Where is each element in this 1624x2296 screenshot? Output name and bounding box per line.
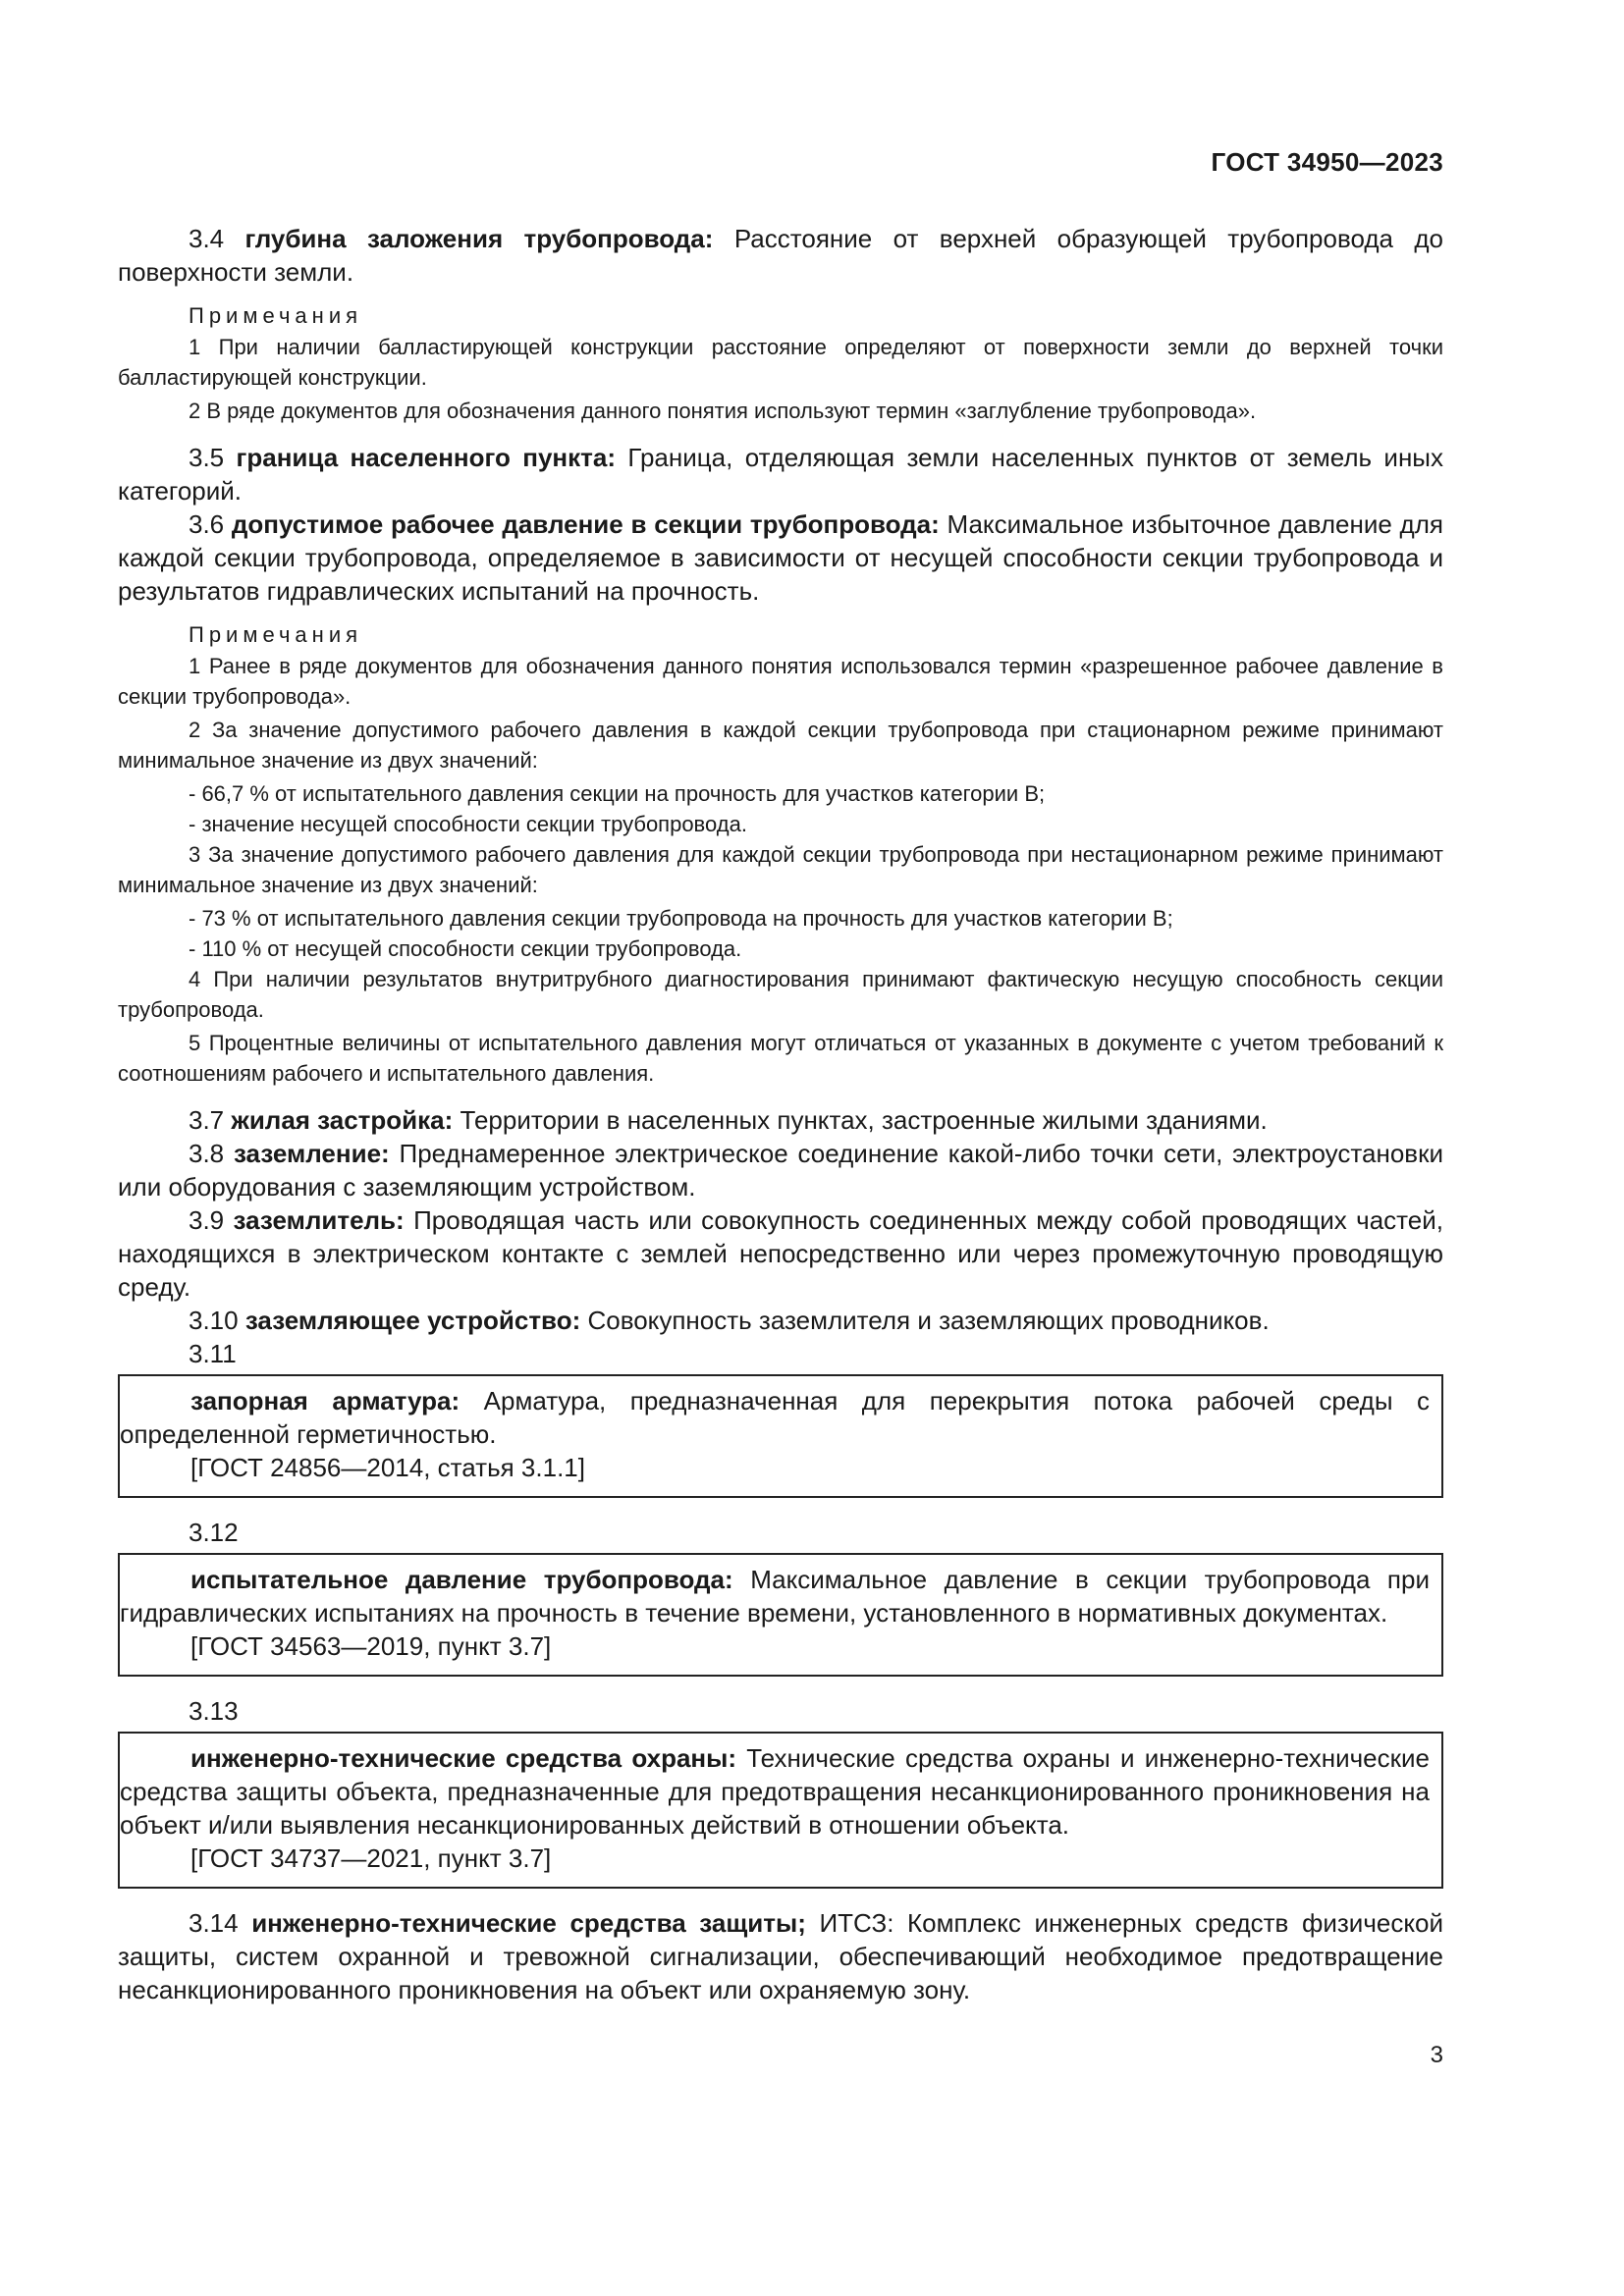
term-3-6 [118, 507, 1443, 608]
term-title: граница населенного пункта: [236, 443, 616, 472]
notes-heading: Примечания [189, 622, 363, 647]
note: 1 Ранее в ряде документов для обозначения данного понятия использовался термин «разрешенное рабочее давление в секции трубопровода». [118, 654, 1443, 709]
term-number: 3.10 [189, 1306, 239, 1335]
term-number: 3.6 [189, 509, 225, 539]
term-definition: Технические средства охраны и инженерно-технические средства защиты объекта, предназначенные для предотвращения несанкционированного проникновения на объект и/или выявления несанкционированных действий в отношении объекта. [120, 1743, 1430, 1840]
term-3-10 [118, 1304, 1443, 1337]
term-definition: Проводящая часть или совокупность соединенных между собой проводящих частей, находящихся в электрическом контакте с землей непосредственно или через промежуточную проводящую среду. [118, 1205, 1443, 1302]
term-title: заземляющее устройство: [244, 1306, 581, 1335]
term-number: 3.9 [189, 1205, 225, 1235]
term-box-3-13 [118, 1732, 1443, 1889]
note: 1 При наличии балластирующей конструкции расстояние определяют от поверхности земли до верхней точки балластирующей конструкции. [118, 335, 1443, 390]
term-title: испытательное давление трубопровода: [190, 1565, 733, 1594]
notes-heading: Примечания [189, 303, 363, 328]
note: 2 За значение допустимого рабочего давления в каждой секции трубопровода при стационарном режиме принимают минимальное значение из двух значений: [118, 718, 1443, 773]
note: 4 При наличии результатов внутритрубного диагностирования принимают фактическую несущую способность секции трубопровода. [118, 967, 1443, 1022]
term-3-14 [118, 1906, 1443, 2006]
term-definition: Граница, отделяющая земли населенных пунктов от земель иных категорий. [118, 443, 1443, 506]
term-title: заземлитель: [233, 1205, 405, 1235]
term-source-reference: [ГОСТ 34563—2019, пункт 3.7] [190, 1631, 552, 1661]
term-title: инженерно-технические средства защиты; [251, 1908, 806, 1938]
term-3-5 [118, 441, 1443, 507]
term-title: запорная арматура: [190, 1386, 460, 1415]
term-definition: Максимальное избыточное давление для каждой секции трубопровода, определяемое в зависимости от несущей способности секции трубопровода и результатов гидравлических испытаний на прочность. [118, 509, 1443, 606]
term-definition: Максимальное давление в секции трубопровода при гидравлических испытаниях на прочность в течение времени, установленного в нормативных документах. [120, 1565, 1430, 1628]
boxed-term [120, 1563, 1430, 1629]
term-number: 3.12 [189, 1518, 239, 1547]
term-number: 3.4 [189, 224, 225, 253]
page-number: 3 [1430, 2042, 1443, 2068]
term-definition: Арматура, предназначенная для перекрытия потока рабочей среды с определенной герметичностью. [120, 1386, 1431, 1449]
term-3-8 [118, 1137, 1443, 1203]
note: 2 В ряде документов для обозначения данного понятия используют термин «заглубление трубопровода». [189, 399, 1257, 423]
note-bullet: - 110 % от несущей способности секции трубопровода. [189, 936, 742, 961]
note: 5 Процентные величины от испытательного давления могут отличаться от указанных в документе с учетом требований к соотношениям рабочего и испытательного давления. [118, 1031, 1443, 1086]
term-definition: Территории в населенных пунктах, застроенные жилыми зданиями. [453, 1105, 1268, 1135]
term-title: инженерно-технические средства охраны: [190, 1743, 736, 1773]
note: 3 За значение допустимого рабочего давления для каждой секции трубопровода при нестационарном режиме принимают минимальное значение из двух значений: [118, 842, 1443, 897]
note-bullet: - 66,7 % от испытательного давления секции на прочность для участков категории В; [189, 781, 1046, 806]
term-title: глубина заложения трубопровода: [244, 224, 714, 253]
document-page [118, 0, 1443, 2296]
note-bullet: - 73 % от испытательного давления секции трубопровода на прочность для участков категории В; [189, 906, 1173, 931]
term-title: допустимое рабочее давление в секции трубопровода: [231, 509, 940, 539]
term-definition: ИТСЗ: Комплекс инженерных средств физической защиты, систем охранной и тревожной сигнализации, обеспечивающий необходимое предотвращение несанкционированного проникновения на объект или охраняемую зону. [118, 1908, 1443, 2004]
term-3-9 [118, 1203, 1443, 1304]
document-code-header: ГОСТ 34950—2023 [1211, 147, 1443, 177]
boxed-term [120, 1384, 1430, 1451]
term-3-7 [118, 1103, 1443, 1137]
term-number: 3.14 [189, 1908, 239, 1938]
term-number: 3.5 [189, 443, 225, 472]
term-3-4 [118, 222, 1443, 289]
term-number: 3.7 [189, 1105, 225, 1135]
term-title: жилая застройка: [231, 1105, 454, 1135]
term-number: 3.11 [189, 1339, 237, 1368]
term-title: заземление: [233, 1139, 390, 1168]
term-definition: Совокупность заземлителя и заземляющих проводников. [580, 1306, 1270, 1335]
boxed-term [120, 1741, 1430, 1842]
term-number: 3.8 [189, 1139, 225, 1168]
term-definition: Расстояние от верхней образующей трубопровода до поверхности земли. [118, 224, 1443, 287]
term-source-reference: [ГОСТ 34737—2021, пункт 3.7] [190, 1843, 552, 1873]
note-bullet: - значение несущей способности секции трубопровода. [189, 812, 747, 836]
term-box-3-11 [118, 1374, 1443, 1498]
term-number: 3.13 [189, 1696, 239, 1726]
term-source-reference: [ГОСТ 24856—2014, статья 3.1.1] [190, 1453, 585, 1482]
term-box-3-12 [118, 1553, 1443, 1677]
document-content [118, 222, 1443, 2006]
term-definition: Преднамеренное электрическое соединение какой-либо точки сети, электроустановки или оборудования с заземляющим устройством. [118, 1139, 1443, 1201]
